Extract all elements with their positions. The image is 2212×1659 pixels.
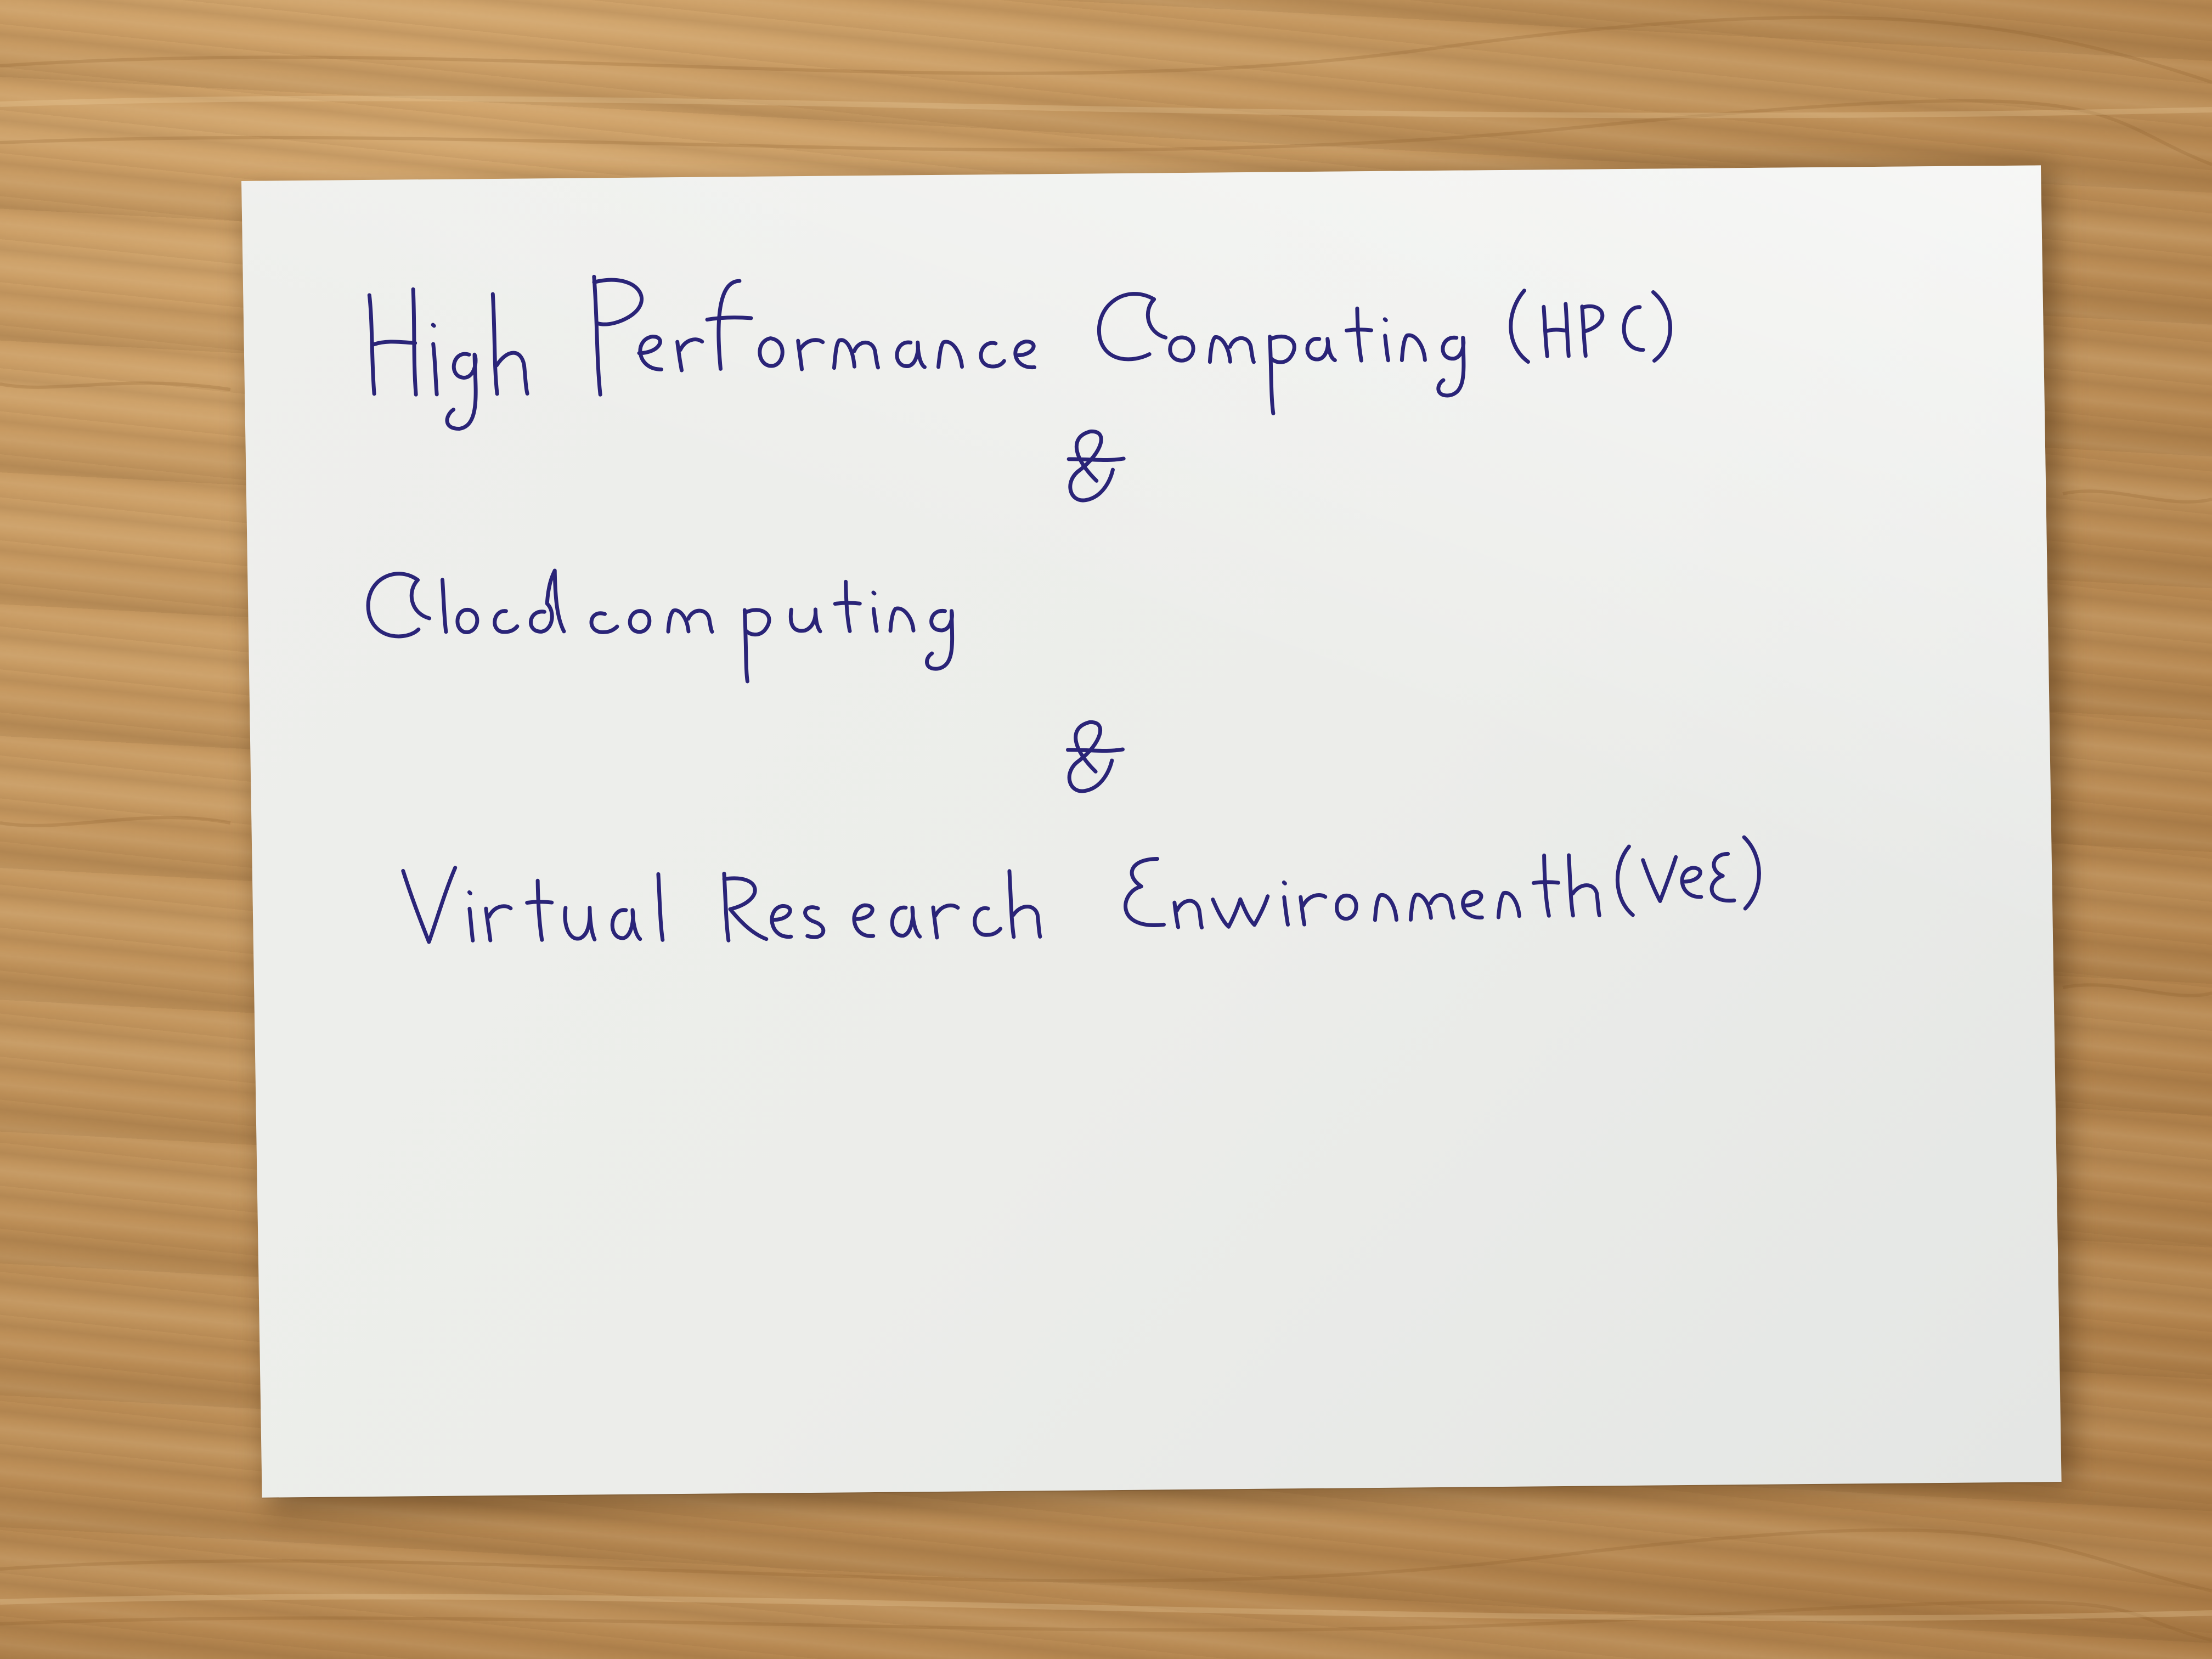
handwriting-line-2 xyxy=(368,567,953,685)
handwriting-ampersand-2 xyxy=(1068,722,1124,791)
index-card xyxy=(241,165,2062,1497)
handwriting-line-1 xyxy=(369,267,1672,430)
handwriting xyxy=(241,165,2062,1497)
handwriting-ampersand-1 xyxy=(1068,431,1124,500)
handwriting-line-3 xyxy=(403,837,1760,944)
